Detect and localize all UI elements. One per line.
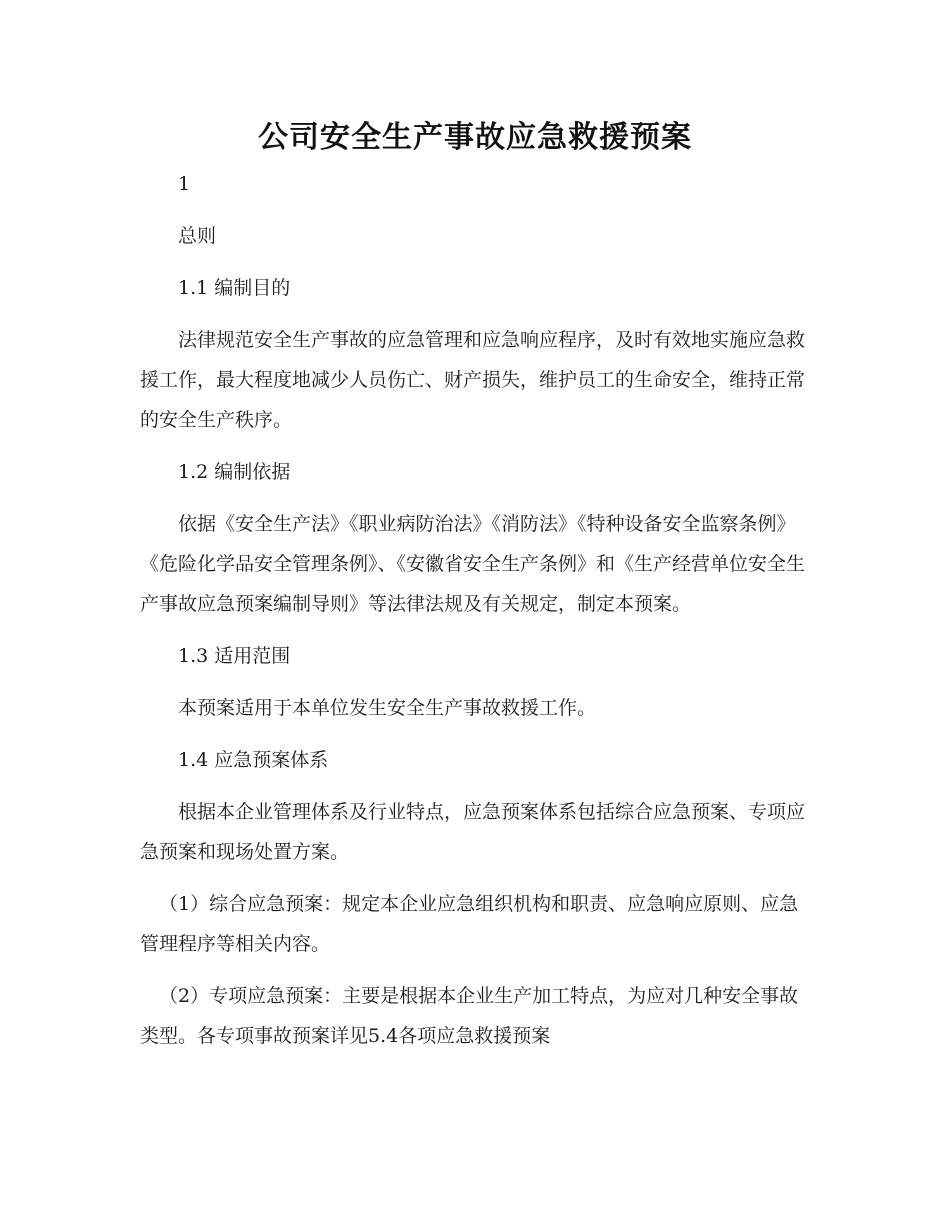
document-title: 公司安全生产事故应急救援预案 <box>258 120 692 155</box>
paragraph-special-plan: （2）专项应急预案：主要是根据本企业生产加工特点，为应对几种安全事故类型。各专项事故预案详见5.4各项应急救援预案 <box>140 985 799 1047</box>
document-body <box>140 164 808 1056</box>
paragraph-basis: 依据《安全生产法》《职业病防治法》《消防法》《特种设备安全监察条例》《危险化学品安全管理条例》、《安徽省安全生产条例》和《生产经营单位安全生产事故应急预案编制导则》等法律法规及有关规定，制定本预案。 <box>140 513 806 615</box>
section-heading-general: 总则 <box>178 225 217 247</box>
section-number: 1 <box>178 173 191 195</box>
subsection-heading-basis: 1.2 编制依据 <box>178 461 291 483</box>
subsection-heading-purpose: 1.1 编制目的 <box>178 277 291 299</box>
paragraph-system: 根据本企业管理体系及行业特点，应急预案体系包括综合应急预案、专项应急预案和现场处置方案。 <box>140 801 806 863</box>
paragraph-comprehensive-plan: （1）综合应急预案：规定本企业应急组织机构和职责、应急响应原则、应急管理程序等相关内容。 <box>140 893 799 955</box>
paragraph-scope: 本预案适用于本单位发生安全生产事故救援工作。 <box>178 697 597 719</box>
subsection-heading-system: 1.4 应急预案体系 <box>178 749 329 771</box>
subsection-heading-scope: 1.3 适用范围 <box>178 645 291 667</box>
paragraph-purpose: 法律规范安全生产事故的应急管理和应急响应程序，及时有效地实施应急救援工作，最大程度地减少人员伤亡、财产损失，维护员工的生命安全，维持正常的安全生产秩序。 <box>140 329 806 431</box>
